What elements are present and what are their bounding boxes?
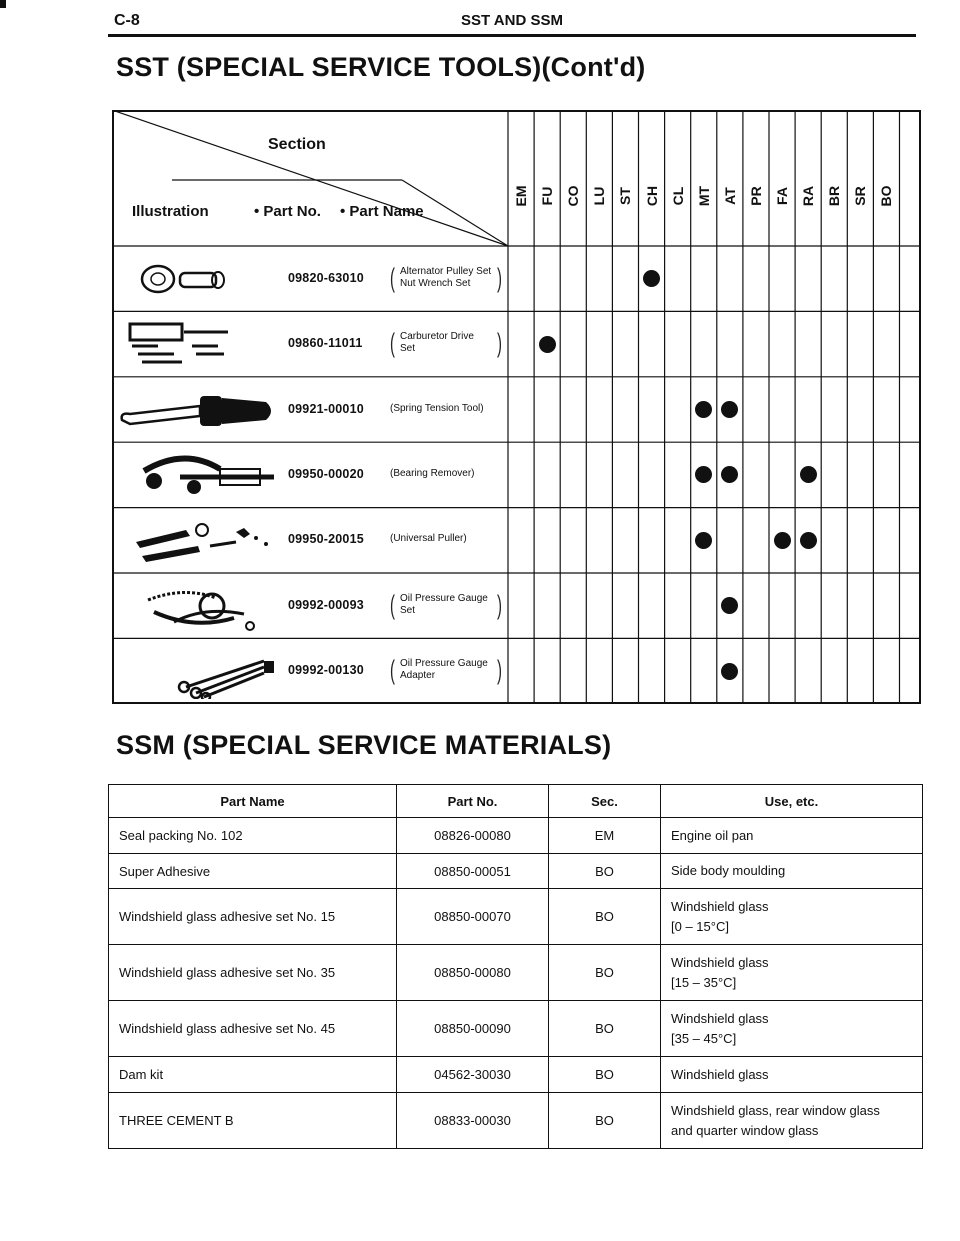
applicability-dot-ra bbox=[800, 532, 817, 549]
column-header-cl bbox=[665, 146, 691, 246]
sst-part-name-line: Oil Pressure Gauge bbox=[400, 592, 488, 604]
ssm-use-line: Windshield glass bbox=[671, 1010, 769, 1026]
ssm-use bbox=[661, 1057, 923, 1093]
ssm-row bbox=[109, 1057, 923, 1093]
ssm-part-name: Seal packing No. 102 bbox=[109, 818, 397, 854]
ssm-use-line: Engine oil pan bbox=[671, 827, 754, 843]
ssm-sec: BO bbox=[549, 945, 661, 1001]
column-code: BR bbox=[826, 185, 843, 207]
ssm-use bbox=[661, 889, 923, 945]
sst-part-name bbox=[390, 533, 467, 545]
ssm-row bbox=[109, 1093, 923, 1149]
column-header-pr bbox=[743, 146, 769, 246]
ssm-sec: EM bbox=[549, 818, 661, 854]
ssm-header-row bbox=[109, 785, 923, 818]
ssm-part-no: 08850-00090 bbox=[397, 1001, 549, 1057]
column-header-ra bbox=[795, 146, 821, 246]
page-header bbox=[108, 8, 916, 36]
column-code: CL bbox=[669, 186, 686, 206]
ssm-use-line: [15 – 35°C] bbox=[671, 974, 737, 990]
column-code: PR bbox=[747, 186, 764, 206]
header-rule bbox=[108, 34, 916, 37]
column-code: RA bbox=[800, 185, 817, 207]
column-header-co bbox=[560, 146, 586, 246]
sst-part-no: 09992-00130 bbox=[288, 663, 364, 678]
ssm-part-name: THREE CEMENT B bbox=[109, 1093, 397, 1149]
column-code: MT bbox=[695, 185, 712, 207]
sst-part-no: 09950-00020 bbox=[288, 466, 364, 481]
column-header-br bbox=[821, 146, 847, 246]
sst-part-name-line: Set bbox=[400, 604, 416, 616]
column-header-fu bbox=[534, 146, 560, 246]
ssm-row bbox=[109, 854, 923, 889]
ssm-part-name: Windshield glass adhesive set No. 35 bbox=[109, 945, 397, 1001]
ssm-sec: BO bbox=[549, 1001, 661, 1057]
sst-heading: SST (SPECIAL SERVICE TOOLS)(Cont'd) bbox=[116, 52, 646, 82]
sst-part-no: 09950-20015 bbox=[288, 532, 364, 547]
column-code: FA bbox=[774, 187, 790, 205]
ssm-part-no: 08833-00030 bbox=[397, 1093, 549, 1149]
sst-part-name-line: Nut Wrench Set bbox=[400, 277, 471, 289]
column-header-at bbox=[717, 146, 743, 246]
ssm-use bbox=[661, 1093, 923, 1149]
ssm-header-sec: Sec. bbox=[549, 785, 661, 818]
column-code: CH bbox=[643, 185, 660, 207]
sst-part-name bbox=[400, 331, 474, 355]
column-code: AT bbox=[721, 187, 738, 205]
illustration-label: Illustration bbox=[132, 203, 209, 220]
sst-part-name bbox=[400, 266, 491, 290]
ssm-sec: BO bbox=[549, 1093, 661, 1149]
ssm-part-no: 08850-00080 bbox=[397, 945, 549, 1001]
ssm-header-part-no: Part No. bbox=[397, 785, 549, 818]
column-code: SR bbox=[852, 186, 869, 206]
column-code: BO bbox=[878, 185, 895, 207]
ssm-part-name: Super Adhesive bbox=[109, 854, 397, 889]
sst-part-no: 09921-00010 bbox=[288, 401, 364, 416]
bracket-left: ( bbox=[390, 589, 395, 620]
applicability-dot-fu bbox=[539, 336, 556, 353]
sst-part-no: 09992-00093 bbox=[288, 597, 364, 612]
ssm-row bbox=[109, 818, 923, 854]
ssm-use-line: Windshield glass bbox=[671, 898, 769, 914]
ssm-sec: BO bbox=[549, 889, 661, 945]
ssm-use bbox=[661, 945, 923, 1001]
ssm-use-line: and quarter window glass bbox=[671, 1122, 819, 1138]
ssm-use-line: Side body moulding bbox=[671, 863, 786, 878]
ssm-use-line: [35 – 45°C] bbox=[671, 1030, 737, 1046]
corner-mark bbox=[0, 0, 6, 8]
ssm-header-use: Use, etc. bbox=[661, 785, 923, 818]
page-number: C-8 bbox=[114, 12, 140, 29]
sst-part-name-line: Alternator Pulley Set bbox=[400, 265, 492, 277]
column-header-lu bbox=[586, 146, 612, 246]
ssm-part-name: Windshield glass adhesive set No. 45 bbox=[109, 1001, 397, 1057]
applicability-dot-mt bbox=[695, 532, 712, 549]
sst-part-name bbox=[390, 468, 474, 480]
column-header-st bbox=[612, 146, 638, 246]
sst-part-name-line: Oil Pressure Gauge bbox=[400, 658, 488, 670]
sst-part-name-line: Adapter bbox=[400, 670, 436, 682]
ssm-heading: SSM (SPECIAL SERVICE MATERIALS) bbox=[116, 730, 612, 760]
column-header-mt bbox=[691, 146, 717, 246]
part-no-label: • Part No. bbox=[254, 203, 321, 220]
ssm-use bbox=[661, 818, 923, 854]
ssm-part-no: 08850-00051 bbox=[397, 854, 549, 889]
ssm-table bbox=[108, 784, 922, 1156]
column-header-bo bbox=[873, 146, 899, 246]
ssm-sec: BO bbox=[549, 1057, 661, 1093]
sst-part-name bbox=[400, 658, 488, 682]
sst-part-name-line: Carburetor Drive bbox=[400, 331, 474, 343]
bracket-left: ( bbox=[390, 328, 395, 359]
sst-part-name-line: (Spring Tension Tool) bbox=[390, 402, 484, 414]
ssm-use-line: Windshield glass bbox=[671, 954, 769, 970]
applicability-dot-fa bbox=[774, 532, 791, 549]
part-name-label: • Part Name bbox=[340, 203, 424, 220]
ssm-part-name: Dam kit bbox=[109, 1057, 397, 1093]
column-code: CO bbox=[565, 185, 582, 207]
column-code: EM bbox=[513, 185, 529, 207]
sst-part-name bbox=[390, 403, 484, 415]
column-header-sr bbox=[847, 146, 873, 246]
ssm-use-line: [0 – 15°C] bbox=[671, 918, 729, 934]
ssm-row bbox=[109, 945, 923, 1001]
sst-part-no: 09820-63010 bbox=[288, 270, 364, 285]
column-header-em bbox=[508, 146, 534, 246]
bracket-right: ) bbox=[497, 262, 502, 293]
applicability-dot-at bbox=[721, 663, 738, 680]
column-code: ST bbox=[617, 187, 634, 205]
bracket-right: ) bbox=[497, 589, 502, 620]
page-title: SST AND SSM bbox=[461, 12, 563, 29]
ssm-use-line: Windshield glass bbox=[671, 1066, 769, 1082]
bracket-left: ( bbox=[390, 262, 395, 293]
sst-part-name-line: (Universal Puller) bbox=[390, 533, 467, 545]
sst-part-name-line: Set bbox=[400, 343, 416, 355]
column-header-ch bbox=[639, 146, 665, 246]
section-label: Section bbox=[268, 136, 326, 153]
ssm-part-no: 08850-00070 bbox=[397, 889, 549, 945]
bracket-right: ) bbox=[497, 328, 502, 359]
ssm-header-part-name: Part Name bbox=[109, 785, 397, 818]
ssm-part-no: 08826-00080 bbox=[397, 818, 549, 854]
ssm-row bbox=[109, 1001, 923, 1057]
sst-part-no: 09860-11011 bbox=[288, 336, 363, 351]
bracket-right: ) bbox=[497, 655, 502, 686]
bracket-left: ( bbox=[390, 655, 395, 686]
column-header-fa bbox=[769, 146, 795, 246]
sst-part-name bbox=[400, 593, 488, 617]
sst-part-name-line: (Bearing Remover) bbox=[390, 467, 475, 479]
ssm-part-name: Windshield glass adhesive set No. 15 bbox=[109, 889, 397, 945]
ssm-use-line: Windshield glass, rear window glass bbox=[671, 1102, 880, 1118]
ssm-row bbox=[109, 889, 923, 945]
column-code: FU bbox=[539, 186, 556, 206]
ssm-part-no: 04562-30030 bbox=[397, 1057, 549, 1093]
ssm-sec: BO bbox=[549, 854, 661, 889]
ssm-use bbox=[661, 854, 923, 889]
column-code: LU bbox=[591, 186, 608, 206]
applicability-dot-ra bbox=[800, 466, 817, 483]
ssm-use bbox=[661, 1001, 923, 1057]
sst-table bbox=[112, 110, 921, 704]
corner-diagonal bbox=[112, 110, 508, 246]
